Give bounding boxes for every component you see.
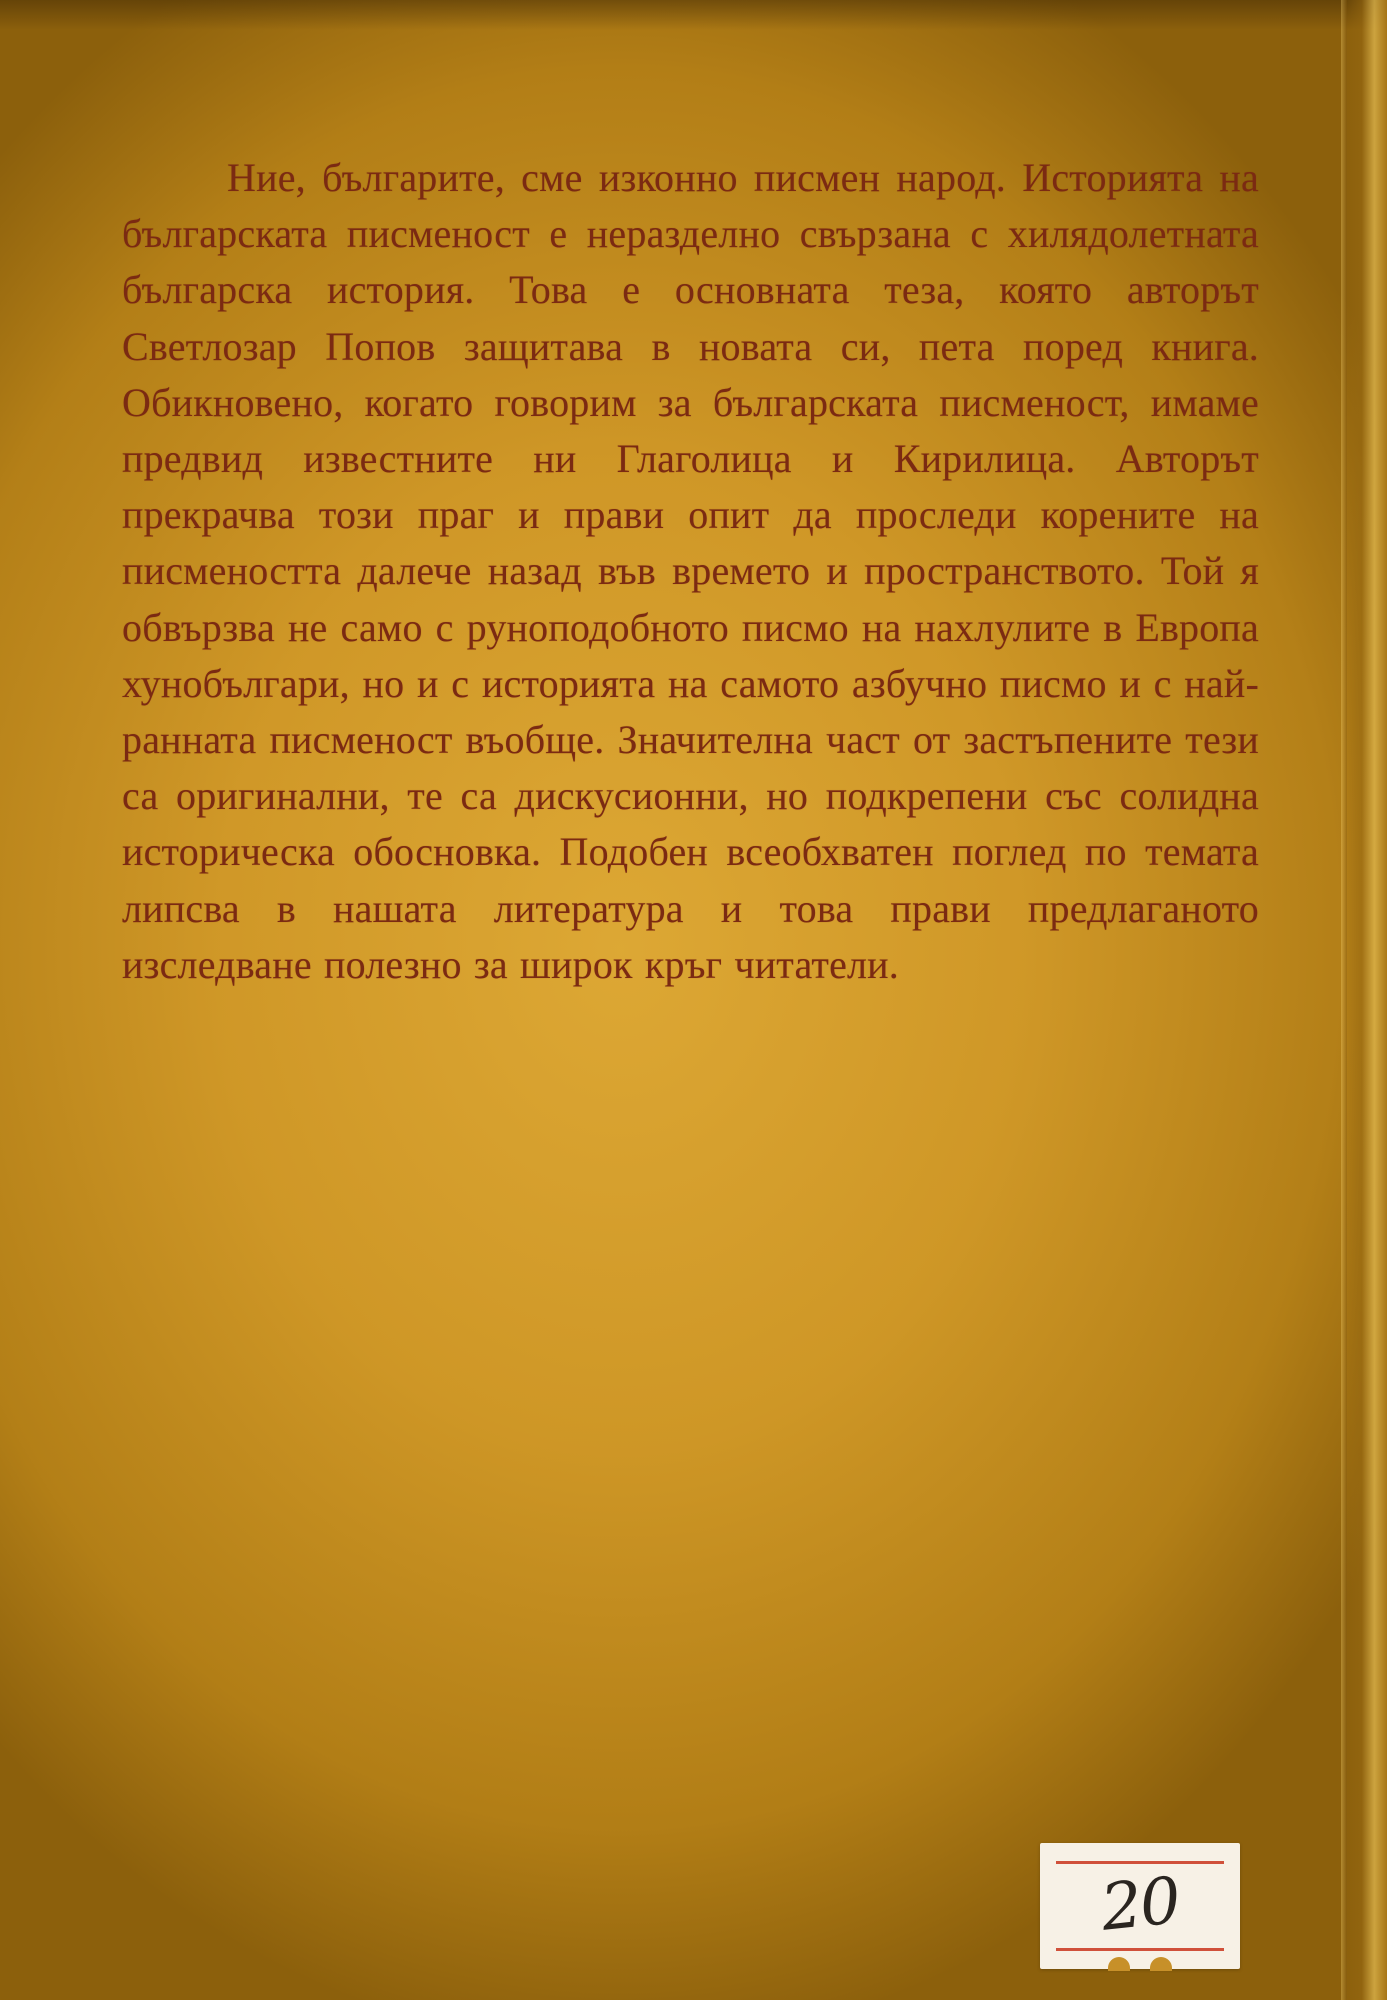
price-sticker <box>1040 1843 1240 1969</box>
spine-edge <box>1345 0 1387 2000</box>
sticker-bottom-rule <box>1056 1948 1224 1951</box>
handwritten-price: 20 <box>1097 1864 1183 1946</box>
sticker-notch <box>1108 1957 1130 1971</box>
back-cover-blurb: Ние, българите, сме изконно писмен народ. Историята на българската писменост е неразделно свързана с хилядолетната българска история. Това е основната теза, която авторът Светлозар Попов защитава в новата си, пета поред книга. Обикновено, когато говорим за българската писменост, имаме предвид известните ни Глаголица и Кирилица. Авторът прекрачва този праг и прави опит да проследи корените на писмеността далече назад във времето и пространството. Той я обвързва не само с руноподобното писмо на нахлулите в Европа хунобългари, но и с историята на самото азбучно писмо и с най-ранната писменост въобще. Значителна част от застъпените тези са оригинални, те са дискусионни, но подкрепени със солидна историческа обосновка. Подобен всеобхватен поглед по темата липсва в нашата литература и това прави предлаганото изследване полезно за широк кръг читатели. <box>122 155 1259 987</box>
top-shadow <box>0 0 1387 30</box>
sticker-notch <box>1150 1957 1172 1971</box>
